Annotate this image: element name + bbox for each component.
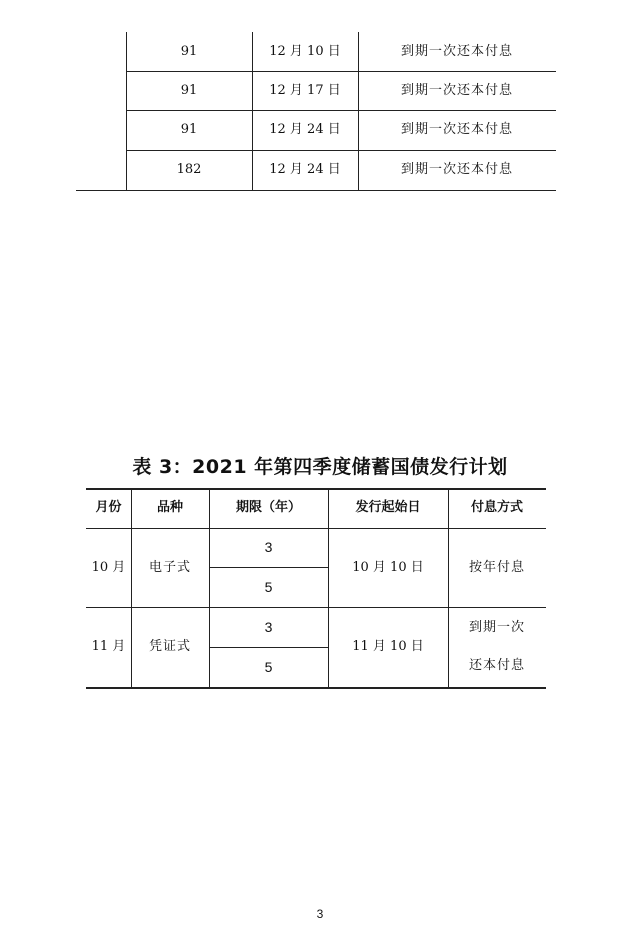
issue-date: 12 月 24 日 [269,122,341,137]
issue-date: 12 月 17 日 [269,83,341,98]
issuance-plan-table [86,488,546,688]
term-days: 91 [180,122,198,137]
issue-date: 12 月 24 日 [269,162,341,177]
term-cell: 5 [264,659,273,675]
table-title: 表 3：2021 年第四季度储蓄国债发行计划 [132,456,508,478]
payment-cell-line1: 到期一次 [468,620,525,635]
header-month: 月份 [95,500,122,515]
type-cell: 电子式 [148,560,191,575]
issue-date: 12 月 10 日 [269,44,341,59]
payment-cell: 按年付息 [468,560,525,575]
table-row [126,150,556,189]
payment-method: 到期一次还本付息 [400,122,513,137]
term-cell: 3 [264,619,273,635]
type-cell: 凭证式 [148,639,191,654]
payment-cell-line2: 还本付息 [468,658,525,673]
term-cell: 3 [264,539,273,555]
term-days: 91 [180,44,198,59]
payment-method: 到期一次还本付息 [400,162,513,177]
table-bottom-border [76,190,556,191]
term-cell: 5 [264,579,273,595]
table-row [126,110,556,149]
header-type: 品种 [156,500,183,515]
month-cell: 11 月 [91,639,126,654]
table-row [126,71,556,110]
start-date-cell: 10 月 10 日 [352,560,424,575]
header-term: 期限（年） [235,500,301,515]
page-number: 3 [316,907,324,921]
payment-method: 到期一次还本付息 [400,44,513,59]
term-days: 182 [176,162,202,177]
start-date-cell: 11 月 10 日 [352,639,424,654]
payment-method: 到期一次还本付息 [400,83,513,98]
table-bottom-border [86,687,546,689]
header-payment: 付息方式 [470,500,523,515]
month-cell: 10 月 [91,560,126,575]
header-start-date: 发行起始日 [355,500,421,515]
table-row [126,32,556,71]
continued-issuance-table [0,0,640,192]
term-days: 91 [180,83,198,98]
